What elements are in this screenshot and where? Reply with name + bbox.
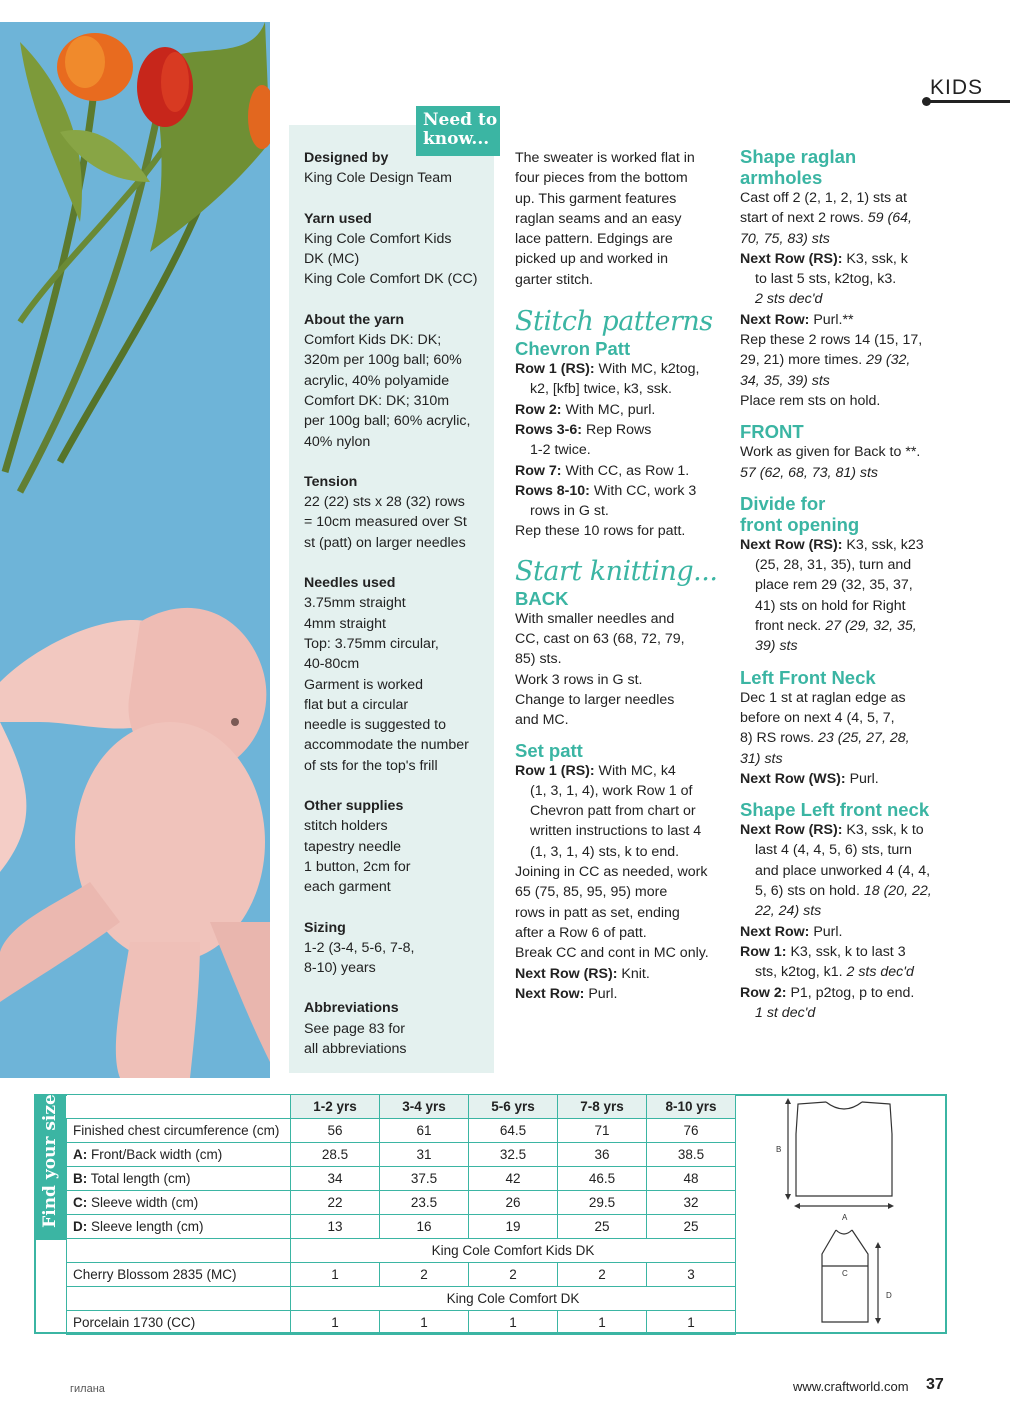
row-text: With MC, purl. <box>561 401 656 418</box>
tag-line-1: Need to <box>423 110 498 130</box>
row-label-text: Finished chest circumference (cm) <box>73 1123 280 1138</box>
row-label: Rows 8-10: <box>515 482 590 499</box>
needles-line: 4mm straight <box>304 615 386 632</box>
needles-line: Top: 3.75mm circular, <box>304 635 439 652</box>
table-row <box>67 1143 736 1167</box>
yarn-name: King Cole Comfort DK <box>291 1287 736 1311</box>
table-row <box>67 1191 736 1215</box>
row-text: With CC, as Row 1. <box>561 462 690 479</box>
diagram-label-c: C <box>842 1269 848 1278</box>
row-label <box>67 1215 291 1239</box>
joining-line: Break CC and cont in MC only. <box>515 945 709 962</box>
row-text: 5, 6) sts on hold. <box>755 883 864 900</box>
set-patt-heading: Set patt <box>515 739 583 761</box>
tension-line: st (patt) on larger needles <box>304 534 466 551</box>
stitch-count: 18 (20, 22, <box>863 883 932 900</box>
about-line: 40% nylon <box>304 433 371 450</box>
about-yarn-label: About the yarn <box>304 311 405 328</box>
row-label <box>67 1287 291 1311</box>
row-text: written instructions to last 4 <box>530 823 702 840</box>
start-knitting-heading: Start knitting... <box>515 555 718 587</box>
shape-left-front-neck-heading: Shape Left front neck <box>740 799 930 821</box>
row-text: place rem 29 (32, 35, 37, <box>755 577 913 594</box>
row-text: (25, 28, 31, 35), turn and <box>755 557 912 574</box>
row-label: Next Row: <box>515 985 585 1002</box>
divide-heading: Divide for <box>740 492 826 514</box>
stitch-patterns-heading: Stitch patterns <box>515 306 713 338</box>
back-line: Change to larger needles <box>515 691 675 708</box>
row-text: and place unworked 4 (4, 4, <box>755 862 931 879</box>
table-cell: 26 <box>469 1191 558 1215</box>
table-cell: 1 <box>469 1311 558 1335</box>
row-label: Next Row (RS): <box>515 965 618 982</box>
row-text: With MC, k2tog, <box>594 361 700 378</box>
row-text: front neck. <box>755 618 826 635</box>
row-text: P1, p2tog, p to end. <box>786 984 915 1001</box>
yarn-used-label: Yarn used <box>304 210 372 227</box>
diagram-label-b: B <box>776 1145 782 1154</box>
watermark: гилана <box>70 1383 105 1395</box>
row-text: K3, ssk, k <box>842 250 908 267</box>
row-text: Rep these 10 rows for patt. <box>515 523 686 540</box>
table-cell: 37.5 <box>380 1167 469 1191</box>
row-label-text: Sleeve width (cm) <box>87 1195 199 1210</box>
stitch-count: 23 (25, 27, 28, <box>818 730 910 747</box>
row-label: Rows 3-6: <box>515 421 583 438</box>
row-label <box>67 1239 291 1263</box>
table-row <box>67 1119 736 1143</box>
row-key: B: <box>73 1171 88 1186</box>
intro-line: lace pattern. Edgings are <box>515 231 673 248</box>
tag-line-2: know... <box>423 129 490 149</box>
row-key: A: <box>73 1147 88 1162</box>
stitch-count: 57 (62, 68, 73, 81) sts <box>740 464 879 481</box>
row-text: (1, 3, 1, 4) sts, k to end. <box>530 843 680 860</box>
table-cell: 1 <box>291 1263 380 1287</box>
table-cell: 46.5 <box>558 1167 647 1191</box>
about-line: Comfort DK: DK; 310m <box>304 392 450 409</box>
supplies-line: stitch holders <box>304 818 388 835</box>
rep-text: Rep these 2 rows 14 (15, 17, <box>740 332 923 349</box>
yarn-used: DK (MC) <box>304 251 360 268</box>
stitch-count: 59 (64, <box>867 210 912 227</box>
joining-line: after a Row 6 of patt. <box>515 924 647 941</box>
row-label-text: Sleeve length (cm) <box>87 1219 204 1234</box>
stitch-count: 27 (29, 32, 35, <box>825 618 917 635</box>
website[interactable]: www.craftworld.com <box>793 1379 909 1394</box>
back-line: and MC. <box>515 712 569 729</box>
yarn-shade: Cherry Blossom 2835 (MC) <box>67 1263 291 1287</box>
left-front-neck-heading: Left Front Neck <box>740 666 876 688</box>
table-cell: 2 <box>469 1263 558 1287</box>
table-cell: 48 <box>647 1167 736 1191</box>
table-cell: 29.5 <box>558 1191 647 1215</box>
needles-line: 3.75mm straight <box>304 595 406 612</box>
sizing-line: 8-10) years <box>304 960 376 977</box>
row-text: rows in G st. <box>530 503 609 520</box>
table-row <box>67 1263 736 1287</box>
yarn-used: King Cole Comfort Kids <box>304 230 452 247</box>
divide-heading: front opening <box>740 513 860 535</box>
diagram-label-a: A <box>842 1213 848 1222</box>
needles-line: Garment is worked <box>304 676 424 693</box>
row-text: k2, [kfb] twice, k3, ssk. <box>530 381 672 398</box>
stitch-count: 2 sts dec'd <box>755 291 823 308</box>
table-cell: 2 <box>558 1263 647 1287</box>
lfn-text: Dec 1 st at raglan edge as <box>740 689 906 706</box>
table-cell: 42 <box>469 1167 558 1191</box>
supplies-line: tapestry needle <box>304 838 402 855</box>
sizing-line: 1-2 (3-4, 5-6, 7-8, <box>304 939 415 956</box>
row-text: Purl. <box>584 985 618 1002</box>
intro-line: picked up and worked in <box>515 251 669 268</box>
table-cell: 23.5 <box>380 1191 469 1215</box>
joining-line: Joining in CC as needed, work <box>515 864 708 881</box>
row-text: sts, k2tog, k1. <box>755 964 847 981</box>
row-label-text: Front/Back width (cm) <box>87 1147 223 1162</box>
supplies-line: each garment <box>304 879 391 896</box>
lfn-text: before on next 4 (4, 5, 7, <box>740 709 895 726</box>
size-header: 1-2 yrs <box>291 1095 380 1119</box>
stitch-count: 39) sts <box>755 638 798 655</box>
tension-label: Tension <box>304 473 358 490</box>
section-tag: KIDS <box>930 76 984 99</box>
back-line: 85) sts. <box>515 651 562 668</box>
yarn-name-row <box>67 1287 736 1311</box>
row-label <box>67 1119 291 1143</box>
needles-line: of sts for the top's frill <box>304 757 438 774</box>
row-label <box>67 1191 291 1215</box>
row-text: K3, ssk, k to last 3 <box>786 943 906 960</box>
row-label-text: Total length (cm) <box>87 1171 191 1186</box>
table-corner <box>67 1095 291 1119</box>
row-label: Next Row: <box>740 923 810 940</box>
table-header-row <box>67 1095 736 1119</box>
row-text: With CC, work 3 <box>589 482 697 499</box>
row-text: (1, 3, 1, 4), work Row 1 of <box>530 782 693 799</box>
find-your-size-label: Find your size <box>40 1094 60 1228</box>
row-text: With MC, k4 <box>594 762 676 779</box>
row-text: Knit. <box>617 965 650 982</box>
size-header: 7-8 yrs <box>558 1095 647 1119</box>
abbrev-label: Abbreviations <box>304 1000 399 1017</box>
size-header: 3-4 yrs <box>380 1095 469 1119</box>
row-label: Row 7: <box>515 462 562 479</box>
row-text: to last 5 sts, k2tog, k3. <box>755 271 897 288</box>
front-text: Work as given for Back to **. <box>740 444 921 461</box>
size-table <box>66 1094 736 1335</box>
table-cell: 32.5 <box>469 1143 558 1167</box>
table-cell: 34 <box>291 1167 380 1191</box>
row-label: Next Row (WS): <box>740 770 846 787</box>
table-cell: 2 <box>380 1263 469 1287</box>
row-label <box>67 1167 291 1191</box>
rep-text: 29, 21) more times. <box>740 352 867 369</box>
table-cell: 1 <box>291 1311 380 1335</box>
hero-photo <box>0 22 270 1078</box>
joining-line: rows in patt as set, ending <box>515 904 680 921</box>
needles-label: Needles used <box>304 575 396 592</box>
stitch-count: 2 sts dec'd <box>846 964 914 981</box>
about-line: per 100g ball; 60% acrylic, <box>304 413 471 430</box>
row-label: Next Row (RS): <box>740 250 843 267</box>
shape-raglan-heading: armholes <box>740 167 823 188</box>
garment-diagram <box>736 1094 946 1334</box>
row-key: C: <box>73 1195 88 1210</box>
diagram-label-d: D <box>886 1291 892 1300</box>
table-cell: 3 <box>647 1263 736 1287</box>
yarn-name: King Cole Comfort Kids DK <box>291 1239 736 1263</box>
tension-line: = 10cm measured over St <box>304 514 467 531</box>
place-rem: Place rem sts on hold. <box>740 392 881 409</box>
table-cell: 19 <box>469 1215 558 1239</box>
table-cell: 38.5 <box>647 1143 736 1167</box>
intro-line: The sweater is worked flat in <box>515 150 695 166</box>
shape-raglan-heading: Shape raglan <box>740 146 857 167</box>
yarn-name-row <box>67 1239 736 1263</box>
front-heading: FRONT <box>740 421 804 443</box>
needles-line: flat but a circular <box>304 696 409 713</box>
abbrev-line: all abbreviations <box>304 1040 407 1057</box>
table-cell: 13 <box>291 1215 380 1239</box>
designed-by: King Cole Design Team <box>304 170 452 187</box>
back-line: CC, cast on 63 (68, 72, 79, <box>515 631 685 648</box>
pattern-column-2 <box>515 148 725 1004</box>
table-cell: 56 <box>291 1119 380 1143</box>
row-text: last 4 (4, 4, 5, 6) sts, turn <box>755 842 912 859</box>
yarn-used: King Cole Comfort DK (CC) <box>304 271 478 288</box>
stitch-count: 34, 35, 39) sts <box>740 372 830 389</box>
sleeve-cap <box>836 1230 852 1234</box>
needles-line: needle is suggested to <box>304 717 446 734</box>
table-cell: 31 <box>380 1143 469 1167</box>
back-line: Work 3 rows in G st. <box>515 671 643 688</box>
table-cell: 25 <box>647 1215 736 1239</box>
schematic-svg <box>736 1094 946 1334</box>
table-row <box>67 1167 736 1191</box>
back-heading: BACK <box>515 587 569 609</box>
row-label: Row 1 (RS): <box>515 361 595 378</box>
about-line: Comfort Kids DK: DK; <box>304 332 442 349</box>
row-label: Row 1 (RS): <box>515 762 595 779</box>
row-text: Chevron patt from chart or <box>530 803 696 820</box>
row-label: Next Row (RS): <box>740 536 843 553</box>
table-cell: 61 <box>380 1119 469 1143</box>
row-text: K3, ssk, k to <box>842 822 924 839</box>
back-line: With smaller needles and <box>515 610 675 627</box>
row-label: Row 1: <box>740 943 787 960</box>
stitch-count: 22, 24) sts <box>755 903 822 920</box>
stitch-count: 29 (32, <box>866 352 911 369</box>
supplies-line: 1 button, 2cm for <box>304 858 411 875</box>
size-header: 5-6 yrs <box>469 1095 558 1119</box>
needles-line: 40-80cm <box>304 656 360 673</box>
table-cell: 1 <box>647 1311 736 1335</box>
row-text: Rep Rows <box>582 421 652 438</box>
table-cell: 16 <box>380 1215 469 1239</box>
row-text: 41) sts on hold for Right <box>755 597 906 614</box>
about-line: acrylic, 40% polyamide <box>304 372 450 389</box>
intro-line: garter stitch. <box>515 271 594 288</box>
raglan-text: start of next 2 rows. <box>740 210 868 227</box>
intro-line: four pieces from the bottom <box>515 170 688 187</box>
lfn-text: 8) RS rows. <box>740 730 819 747</box>
row-text: Purl. <box>845 770 879 787</box>
neckline <box>826 1102 862 1109</box>
row-text: Purl. <box>809 923 843 940</box>
yarn-shade: Porcelain 1730 (CC) <box>67 1311 291 1335</box>
row-key: D: <box>73 1219 88 1234</box>
table-cell: 32 <box>647 1191 736 1215</box>
row-label: Next Row: <box>740 311 810 328</box>
table-cell: 28.5 <box>291 1143 380 1167</box>
row-label: Row 2: <box>515 401 562 418</box>
table-cell: 71 <box>558 1119 647 1143</box>
intro-line: up. This garment features <box>515 190 677 207</box>
need-to-know-column <box>304 148 494 1059</box>
table-cell: 25 <box>558 1215 647 1239</box>
table-row <box>67 1215 736 1239</box>
row-text: 1-2 twice. <box>530 442 591 459</box>
section-dot <box>922 97 931 106</box>
pattern-column-3 <box>740 146 955 1023</box>
raglan-text: Cast off 2 (2, 1, 2, 1) sts at <box>740 190 907 206</box>
row-label: Row 2: <box>740 984 787 1001</box>
stitch-count: 70, 75, 83) sts <box>740 230 830 247</box>
find-your-size-sidebar <box>34 1094 66 1240</box>
table-cell: 22 <box>291 1191 380 1215</box>
sizing-label: Sizing <box>304 919 346 936</box>
row-text: Purl.** <box>809 311 854 328</box>
table-cell: 1 <box>558 1311 647 1335</box>
stitch-count: 31) sts <box>740 750 783 767</box>
stitch-count: 1 st dec'd <box>755 1004 816 1021</box>
page-number: 37 <box>926 1376 944 1393</box>
tension-line: 22 (22) sts x 28 (32) rows <box>304 494 465 511</box>
size-header: 8-10 yrs <box>647 1095 736 1119</box>
body-outline <box>796 1102 892 1196</box>
needles-line: accommodate the number <box>304 737 469 754</box>
table-row <box>67 1311 736 1335</box>
table-cell: 1 <box>380 1311 469 1335</box>
row-label: Next Row (RS): <box>740 822 843 839</box>
abbrev-line: See page 83 for <box>304 1020 405 1037</box>
row-label <box>67 1143 291 1167</box>
table-cell: 36 <box>558 1143 647 1167</box>
intro-line: raglan seams and an easy <box>515 210 682 227</box>
designed-by-label: Designed by <box>304 150 389 166</box>
chevron-heading: Chevron Patt <box>515 338 631 360</box>
joining-line: 65 (75, 85, 95, 95) more <box>515 884 668 901</box>
row-text: K3, ssk, k23 <box>842 536 924 553</box>
section-rule <box>926 100 1010 103</box>
supplies-label: Other supplies <box>304 798 404 815</box>
about-line: 320m per 100g ball; 60% <box>304 352 462 369</box>
table-cell: 64.5 <box>469 1119 558 1143</box>
table-cell: 76 <box>647 1119 736 1143</box>
